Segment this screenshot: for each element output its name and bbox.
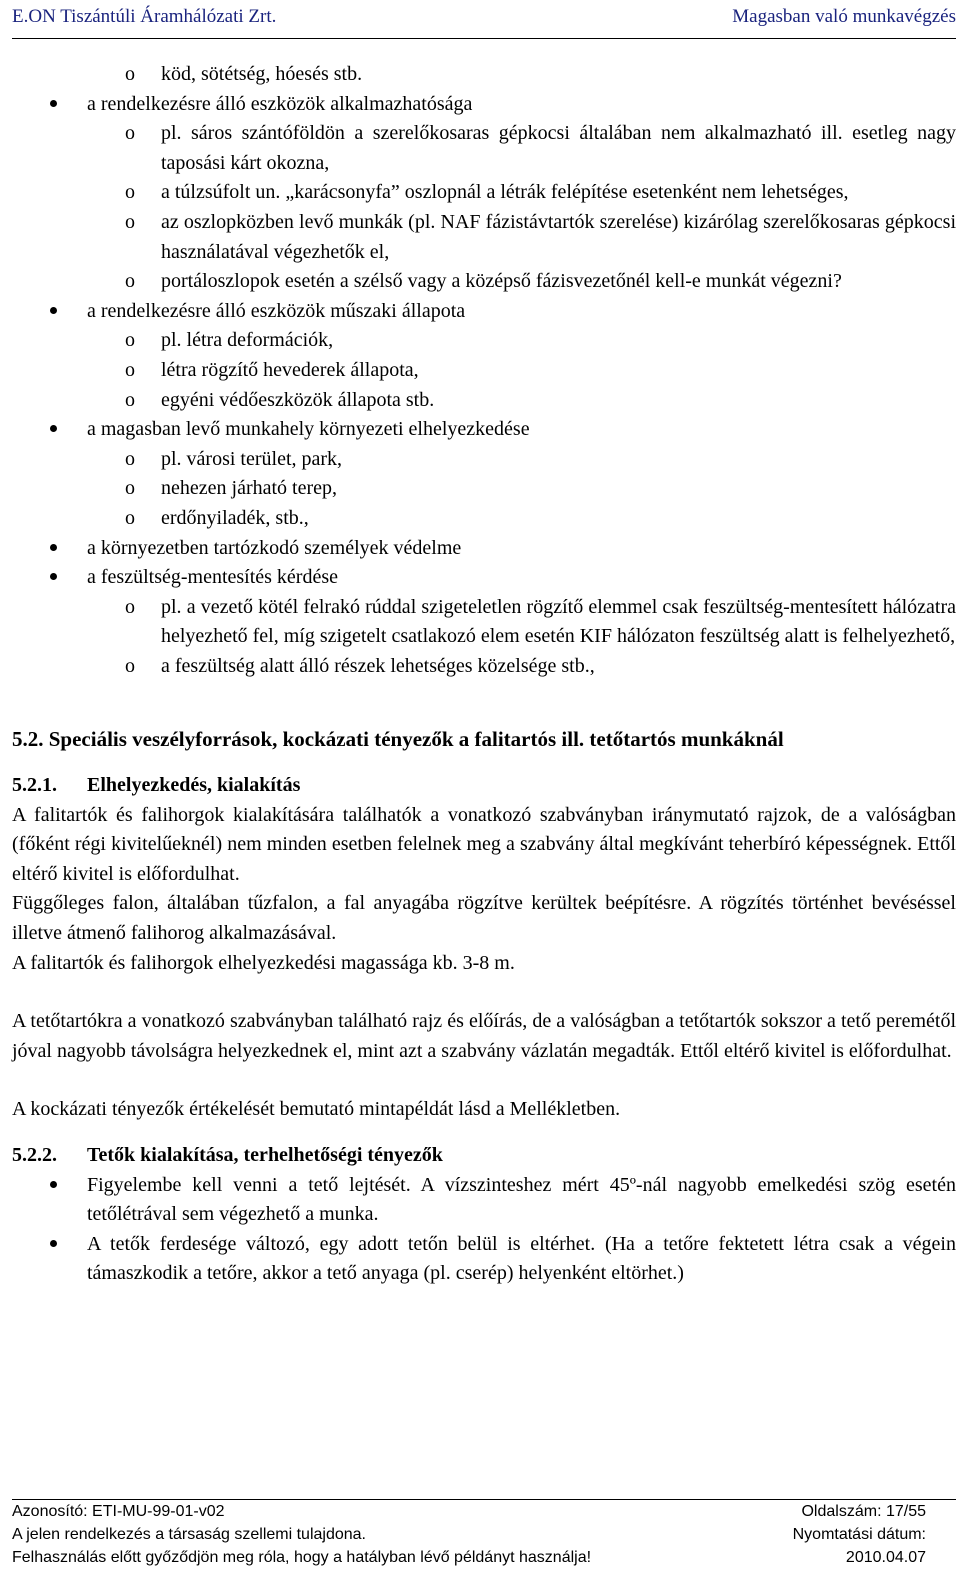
list-item: a magasban levő munkahely környezeti elhelyezkedése [12,415,956,445]
paragraph: A falitartók és falihorgok kialakítására találhatók a vonatkozó szabványban iránymutató rajzok, de a valóságban (főként régi kivitelűeknél) nem minden esetben felelnek meg a szabvány által megkívánt teherbíró képességnek. Ettől eltérő kivitel is előfordulhat. [12,803,956,885]
section-heading: 5.2. Speciális veszélyforrások, kockázati tényezők a falitartós ill. tetőtartós munkáknál [12,727,784,752]
list-item: o nehezen járható terep, [125,477,338,500]
paragraph: A kockázati tényezők értékelését bemutató mintapéldát lásd a Mellékletben. [12,1098,621,1121]
list-item: o pl. városi terület, park, [125,447,343,470]
subsection-heading: 5.2.2. Tetők kialakítása, terhelhetőségi tényezők [12,1144,443,1166]
bullet-icon [50,573,57,580]
list-item: o a túlzsúfolt un. „karácsonyfa” oszlopnál a létrák felépítése esetenként nem lehetséges, [125,181,849,204]
list-item: a környezetben tartózkodó személyek védelme [12,534,956,564]
ownership-note: A jelen rendelkezés a társaság szellemi tulajdona. [12,1526,366,1543]
list-item: o portáloszlopok esetén a szélső vagy a középső fázisvezetőnél kell-e munkát végezni? [125,270,842,293]
print-date: 2010.04.07 [845,1549,926,1566]
list-item: a rendelkezésre álló eszközök alkalmazhatósága [12,90,956,120]
page-footer [12,1499,956,1569]
list-item: a feszültség-mentesítés kérdése [12,563,956,593]
paragraph: A tetőtartókra a vonatkozó szabványban található rajz és előírás, de a valóságban a tetőtartók sokszor a tető peremétől jóval nagyobb távolságra helyezkednek el, mint azt a szabvány vázlatán megadták. Ettől eltérő kivitel is előfordulhat. [12,1010,956,1062]
header-org: E.ON Tiszántúli Áramhálózati Zrt. [12,6,277,27]
list-item: o a feszültség alatt álló részek lehetséges közelsége stb., [125,654,595,677]
list-item: A tetők ferdesége változó, egy adott tetőn belül is eltérhet. (Ha a tetőre fektetett létra csak a végein támaszkodik a tetőre, akkor a tető anyaga (pl. cserép) helyenként eltörhet.) [12,1230,956,1289]
bullet-icon [50,100,57,107]
page-header [12,0,956,39]
list-item: o pl. a vezető kötél felrakó rúddal szigeteletlen rögzítő elemmel csak feszültség-mentesített hálózatra helyezhető fel, míg szigetelt csatlakozó elem esetén KIF hálózaton feszültség alatt is felhelyezhető, [125,595,956,648]
paragraph: Függőleges falon, általában tűzfalon, a fal anyagába rögzítve kerültek beépítésre. A rögzítés történhet bevéséssel illetve átmenő falihorog alkalmazásával. [12,892,956,945]
list-item: o pl. sáros szántóföldön a szerelőkosaras gépkocsi általában nem alkalmazható ill. esetleg nagy taposási kárt okozna, [125,122,956,174]
bullet-icon [50,307,57,314]
subsection-heading: 5.2.1. Elhelyezkedés, kialakítás [12,774,301,797]
document-body [12,60,956,1289]
bullet-icon [50,425,57,432]
list-item: Figyelembe kell venni a tető lejtését. A vízszinteshez mért 45º-nál nagyobb emelkedési szög esetén tetőlétrával sem végezhető a munka. [12,1171,956,1230]
header-title: Magasban való munkavégzés [732,6,956,27]
list-item: o az oszlopközben levő munkák (pl. NAF fázistávtartók szerelése) kizárólag szerelőkosaras gépkocsi használatával végezhetők el, [125,210,956,263]
document-id: Azonosító: ETI-MU-99-01-v02 [12,1503,225,1520]
list-item: o pl. létra deformációk, [125,329,334,352]
bullet-icon [50,1181,57,1188]
bullet-icon [50,1240,57,1247]
list-item: o köd, sötétség, hóesés stb. [125,63,363,85]
page-number: Oldalszám: 17/55 [801,1503,926,1520]
bullet-icon [50,544,57,551]
list-item: o erdőnyiladék, stb., [125,506,309,529]
list-item: o létra rögzítő hevederek állapota, [125,358,419,381]
paragraph: A falitartók és falihorgok elhelyezkedési magassága kb. 3-8 m. [12,951,515,974]
list-item: a rendelkezésre álló eszközök műszaki állapota [12,297,956,327]
validity-notice: Felhasználás előtt győződjön meg róla, hogy a hatályban lévő példányt használja! [12,1549,592,1566]
list-item: o egyéni védőeszközök állapota stb. [125,388,435,411]
print-date-label: Nyomtatási dátum: [792,1526,926,1543]
